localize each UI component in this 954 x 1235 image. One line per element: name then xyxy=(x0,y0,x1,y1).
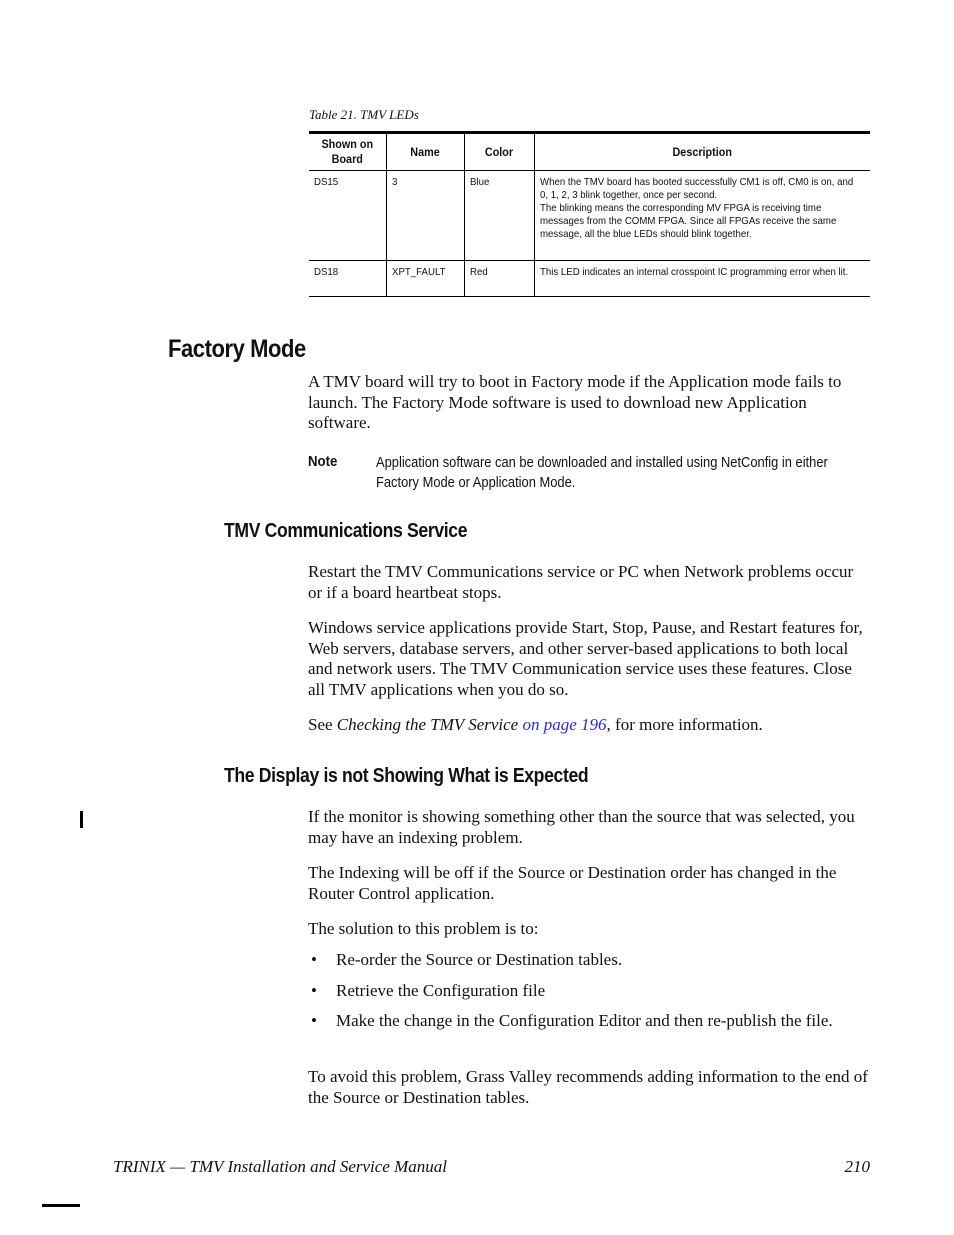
cell-shown: DS15 xyxy=(314,176,339,188)
tmv-communications-heading: TMV Communications Service xyxy=(224,520,468,542)
header-shown-on-board: Shown on Board xyxy=(321,137,374,166)
solution-list xyxy=(308,950,868,1042)
cell-description: When the TMV board has booted successfully CM1 is off, CM0 is on, and 0, 1, 2, 3 blink together, once per second. The blinking means the corresponding MV FPGA is receiving time messages from the COMM FPGA. Since all FPGAs receive the same message, all the blue LEDs should blink together. xyxy=(534,171,870,261)
table-header-row xyxy=(309,133,870,171)
display-issue-heading: The Display is not Showing What is Expected xyxy=(224,765,589,787)
cell-shown: DS18 xyxy=(314,266,339,278)
page-link[interactable]: on page 196 xyxy=(522,715,607,734)
header-description: Description xyxy=(551,133,853,171)
list-item: • Re-order the Source or Destination tables. xyxy=(311,950,623,969)
header-name: Name xyxy=(390,133,460,171)
cross-reference-title: Checking the TMV Service xyxy=(336,715,519,734)
table-row xyxy=(309,261,870,297)
note-text: Application software can be downloaded and installed using NetConfig in either Factory Mode or Application Mode. xyxy=(376,454,828,491)
bullet-icon: • xyxy=(311,1011,317,1030)
list-item: • Retrieve the Configuration file xyxy=(311,980,546,1000)
see-prefix: See xyxy=(308,715,337,734)
bullet-icon: • xyxy=(311,980,317,1000)
solution-paragraph: The solution to this problem is to: xyxy=(308,919,539,938)
indexing-paragraph: The Indexing will be off if the Source or Destination order has changed in the Router Control application. xyxy=(308,863,837,903)
note-label: Note xyxy=(308,453,338,470)
cell-color: Blue xyxy=(464,171,534,261)
table-row xyxy=(309,171,870,261)
list-item: • Make the change in the Configuration Editor and then re-publish the file. xyxy=(311,1011,833,1030)
bullet-icon: • xyxy=(311,950,317,969)
factory-mode-heading: Factory Mode xyxy=(168,335,306,363)
page-number: 210 xyxy=(844,1157,870,1176)
tmv-leds-table xyxy=(309,131,870,297)
see-reference-paragraph xyxy=(308,715,868,736)
see-suffix: , for more information. xyxy=(606,715,763,734)
footer-rule xyxy=(42,1204,80,1207)
avoid-paragraph: To avoid this problem, Grass Valley recommends adding information to the end of the Source or Destination tables. xyxy=(308,1067,868,1107)
cell-name: 3 xyxy=(386,171,464,261)
table-caption: Table 21. TMV LEDs xyxy=(309,107,419,122)
header-color: Color xyxy=(468,133,531,171)
change-bar xyxy=(80,811,83,828)
restart-paragraph: Restart the TMV Communications service or PC when Network problems occur or if a board heartbeat stops. xyxy=(308,562,854,602)
windows-service-paragraph: Windows service applications provide Start, Stop, Pause, and Restart features for, Web servers, database servers, and other server-based applications to both local and network users. The TMV Communication service uses these features. Close all TMV applications when you do so. xyxy=(308,618,863,699)
footer-title: TRINIX — TMV Installation and Service Manual xyxy=(113,1157,447,1176)
cell-description: This LED indicates an internal crosspoint IC programming error when lit. xyxy=(534,261,870,297)
cell-name: XPT_FAULT xyxy=(386,261,464,297)
factory-mode-paragraph: A TMV board will try to boot in Factory mode if the Application mode fails to launch. The Factory Mode software is used to download new Application software. xyxy=(308,372,842,432)
cell-color: Red xyxy=(464,261,534,297)
monitor-paragraph: If the monitor is showing something other than the source that was selected, you may have an indexing problem. xyxy=(308,807,855,847)
